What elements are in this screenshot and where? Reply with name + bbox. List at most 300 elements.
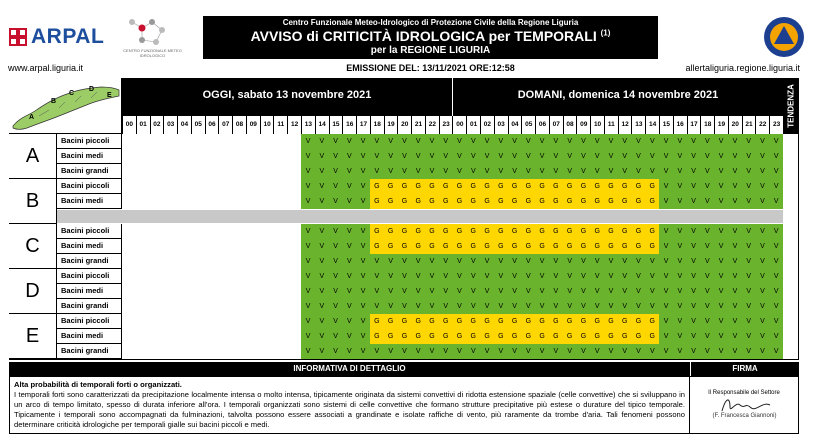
alert-cell-giallo: G	[480, 329, 494, 344]
alert-cell-empty	[205, 179, 219, 194]
alert-cell-giallo: G	[535, 239, 549, 254]
alert-cell-verde: V	[494, 284, 508, 299]
alert-cell-verde: V	[521, 134, 535, 149]
alert-cell-giallo: G	[397, 224, 411, 239]
alert-cell-verde: V	[563, 134, 577, 149]
alert-cell-empty	[232, 239, 246, 254]
alert-cell-empty	[150, 284, 164, 299]
hour-label: 07	[549, 116, 563, 134]
alert-cell-empty	[246, 164, 260, 179]
alert-cell-giallo: G	[508, 179, 522, 194]
today-title: OGGI, sabato 13 novembre 2021	[202, 89, 372, 101]
alert-cell-verde: V	[714, 149, 728, 164]
alert-cell-verde: V	[714, 344, 728, 359]
alert-cell-verde: V	[563, 269, 577, 284]
basin-label: Bacini medi	[57, 239, 122, 254]
alert-cell-verde: V	[370, 269, 384, 284]
hour-label: 11	[273, 116, 287, 134]
alert-cell-verde: V	[370, 344, 384, 359]
alert-cell-verde: V	[645, 254, 659, 269]
alert-cell-giallo: G	[425, 194, 439, 209]
alert-cell-verde: V	[618, 299, 632, 314]
alert-cell-empty	[136, 284, 150, 299]
alert-cell-verde: V	[659, 344, 673, 359]
alert-cell-verde: V	[700, 194, 714, 209]
alert-cell-verde: V	[494, 269, 508, 284]
hour-label: 21	[411, 116, 425, 134]
alert-cell-verde: V	[342, 224, 356, 239]
alert-cell-giallo: G	[508, 239, 522, 254]
alert-cell-empty	[191, 314, 205, 329]
alert-cell-verde: V	[494, 164, 508, 179]
alert-cell-verde: V	[329, 149, 343, 164]
alert-cell-empty	[177, 269, 191, 284]
zone-letter: D	[9, 269, 57, 314]
alert-cell-verde: V	[329, 254, 343, 269]
alert-cell-verde: V	[329, 284, 343, 299]
map-label-d: D	[89, 86, 95, 93]
alert-cell-empty	[273, 284, 287, 299]
alert-cell-verde: V	[604, 134, 618, 149]
alert-cell-empty	[287, 164, 301, 179]
alert-cell-verde: V	[728, 284, 742, 299]
alert-cell-verde: V	[329, 194, 343, 209]
hour-label: 06	[535, 116, 549, 134]
alert-cell-verde: V	[329, 269, 343, 284]
alert-cell-empty	[122, 224, 136, 239]
alert-cell-verde: V	[439, 149, 453, 164]
alert-cell-verde: V	[508, 164, 522, 179]
alert-cell-verde: V	[714, 254, 728, 269]
alert-cell-empty	[177, 194, 191, 209]
alert-cell-verde: V	[315, 269, 329, 284]
alert-cell-verde: V	[342, 149, 356, 164]
alert-cell-verde: V	[315, 299, 329, 314]
hour-label: 08	[232, 116, 246, 134]
alert-cell-verde: V	[755, 224, 769, 239]
alert-cell-verde: V	[714, 314, 728, 329]
alert-cell-verde: V	[618, 284, 632, 299]
alert-cell-empty	[177, 314, 191, 329]
alert-cell-empty	[191, 284, 205, 299]
alert-cell-giallo: G	[397, 329, 411, 344]
alert-cell-verde: V	[356, 239, 370, 254]
alert-cell-empty	[218, 134, 232, 149]
alert-cell-verde: V	[576, 149, 590, 164]
alert-cell-empty	[246, 284, 260, 299]
alert-cell-empty	[232, 329, 246, 344]
hour-label: 13	[301, 116, 315, 134]
hour-label: 06	[205, 116, 219, 134]
hour-label: 17	[687, 116, 701, 134]
alert-cell-verde: V	[384, 164, 398, 179]
alert-cell-verde: V	[728, 314, 742, 329]
alert-cell-verde: V	[755, 134, 769, 149]
alert-cell-verde: V	[494, 254, 508, 269]
alert-cell-verde: V	[590, 299, 604, 314]
alert-cell-empty	[136, 194, 150, 209]
alert-cell-giallo: G	[411, 224, 425, 239]
alert-cell-giallo: G	[535, 224, 549, 239]
alert-cell-verde: V	[397, 164, 411, 179]
alert-cell-verde: V	[425, 344, 439, 359]
alert-cell-verde: V	[604, 254, 618, 269]
alert-cell-verde: V	[673, 284, 687, 299]
alert-cell-giallo: G	[631, 224, 645, 239]
zone-letter: C	[9, 224, 57, 269]
alert-cell-verde: V	[659, 224, 673, 239]
alert-cell-verde: V	[342, 344, 356, 359]
alert-cell-verde: V	[714, 164, 728, 179]
alert-cell-verde: V	[356, 134, 370, 149]
alert-cell-verde: V	[466, 299, 480, 314]
alert-cell-empty	[232, 299, 246, 314]
alert-cell-verde: V	[452, 164, 466, 179]
alert-cell-empty	[273, 164, 287, 179]
alert-cell-empty	[218, 344, 232, 359]
alert-cell-verde: V	[687, 329, 701, 344]
alert-cell-giallo: G	[576, 224, 590, 239]
alert-cell-giallo: G	[590, 194, 604, 209]
alert-cell-empty	[150, 134, 164, 149]
alert-cell-giallo: G	[549, 329, 563, 344]
alert-cell-verde: V	[673, 254, 687, 269]
alert-cell-verde: V	[535, 149, 549, 164]
alert-cell-verde: V	[301, 194, 315, 209]
alert-cell-empty	[218, 164, 232, 179]
alert-cell-verde: V	[356, 194, 370, 209]
alert-cell-giallo: G	[480, 179, 494, 194]
alert-cell-empty	[287, 239, 301, 254]
alert-cell-empty	[287, 269, 301, 284]
hour-label: 07	[218, 116, 232, 134]
alert-cell-empty	[177, 344, 191, 359]
alert-cell-verde: V	[356, 314, 370, 329]
alert-cell-verde: V	[659, 239, 673, 254]
alert-cell-verde: V	[687, 134, 701, 149]
alert-cell-verde: V	[329, 344, 343, 359]
alert-cell-verde: V	[769, 269, 783, 284]
alert-cell-giallo: G	[480, 239, 494, 254]
alert-cell-empty	[163, 299, 177, 314]
alert-cell-empty	[205, 194, 219, 209]
alert-cell-giallo: G	[494, 179, 508, 194]
alert-cell-verde: V	[397, 134, 411, 149]
alert-cell-empty	[246, 299, 260, 314]
basin-label: Bacini piccoli	[57, 269, 122, 284]
alert-cell-empty	[122, 269, 136, 284]
alert-cell-verde: V	[439, 164, 453, 179]
alert-cell-verde: V	[769, 134, 783, 149]
alert-cell-empty	[191, 299, 205, 314]
alert-cell-verde: V	[755, 284, 769, 299]
hour-label: 11	[604, 116, 618, 134]
alert-cell-giallo: G	[618, 179, 632, 194]
hour-label: 05	[191, 116, 205, 134]
alert-cell-verde: V	[604, 284, 618, 299]
alert-cell-verde: V	[590, 284, 604, 299]
alert-cell-giallo: G	[631, 329, 645, 344]
alert-cell-empty	[232, 179, 246, 194]
alert-cell-empty	[246, 149, 260, 164]
alert-cell-verde: V	[356, 299, 370, 314]
alert-cell-verde: V	[480, 269, 494, 284]
alert-cell-verde: V	[659, 314, 673, 329]
alert-cell-verde: V	[645, 344, 659, 359]
alert-cell-empty	[273, 194, 287, 209]
alert-cell-empty	[287, 314, 301, 329]
alert-cell-verde: V	[645, 269, 659, 284]
alert-cell-verde: V	[769, 224, 783, 239]
alert-cell-giallo: G	[535, 314, 549, 329]
alert-cell-empty	[163, 179, 177, 194]
alert-cell-empty	[150, 254, 164, 269]
arpal-site-link[interactable]: www.arpal.liguria.it	[8, 63, 84, 73]
alert-cell-empty	[122, 314, 136, 329]
alert-cell-empty	[218, 149, 232, 164]
alert-cell-verde: V	[673, 329, 687, 344]
alert-cell-verde: V	[301, 149, 315, 164]
alert-cell-empty	[191, 164, 205, 179]
alert-cell-empty	[163, 224, 177, 239]
alert-cell-empty	[246, 254, 260, 269]
alert-cell-verde: V	[769, 179, 783, 194]
alert-cell-giallo: G	[563, 224, 577, 239]
alert-cell-empty	[218, 314, 232, 329]
alert-cell-verde: V	[700, 179, 714, 194]
allerta-site-link[interactable]: allertaliguria.regione.liguria.it	[685, 63, 800, 73]
alert-cell-verde: V	[714, 224, 728, 239]
alert-cell-verde: V	[329, 164, 343, 179]
alert-cell-verde: V	[549, 164, 563, 179]
alert-cell-giallo: G	[370, 224, 384, 239]
alert-cell-verde: V	[563, 284, 577, 299]
alert-cell-verde: V	[397, 299, 411, 314]
alert-cell-verde: V	[645, 299, 659, 314]
alert-cell-verde: V	[700, 314, 714, 329]
alert-cell-verde: V	[728, 269, 742, 284]
alert-cell-verde: V	[356, 254, 370, 269]
alert-cell-verde: V	[480, 284, 494, 299]
alert-cell-empty	[136, 269, 150, 284]
alert-cell-giallo: G	[452, 194, 466, 209]
alert-cell-verde: V	[425, 269, 439, 284]
alert-cell-verde: V	[687, 344, 701, 359]
alert-cell-verde: V	[687, 269, 701, 284]
alert-cell-verde: V	[384, 254, 398, 269]
hour-label: 03	[163, 116, 177, 134]
alert-cell-empty	[177, 179, 191, 194]
centro-funzionale-logo	[120, 14, 185, 60]
alert-cell-verde: V	[508, 254, 522, 269]
hour-label: 23	[769, 116, 783, 134]
alert-cell-verde: V	[769, 254, 783, 269]
alert-cell-empty	[205, 134, 219, 149]
alert-cell-verde: V	[673, 134, 687, 149]
hour-label: 01	[136, 116, 150, 134]
alert-cell-giallo: G	[508, 224, 522, 239]
basin-label: Bacini piccoli	[57, 314, 122, 329]
alert-cell-empty	[191, 179, 205, 194]
alert-cell-verde: V	[411, 149, 425, 164]
unused-row-bar	[57, 210, 783, 223]
alert-cell-verde: V	[411, 134, 425, 149]
alert-cell-verde: V	[728, 164, 742, 179]
alert-cell-verde: V	[687, 239, 701, 254]
alert-cell-empty	[191, 344, 205, 359]
alert-cell-empty	[136, 149, 150, 164]
alert-cell-verde: V	[714, 194, 728, 209]
alert-cell-empty	[163, 239, 177, 254]
alert-cell-verde: V	[384, 284, 398, 299]
alert-cell-verde: V	[742, 344, 756, 359]
alert-cell-verde: V	[687, 149, 701, 164]
alert-cell-giallo: G	[384, 179, 398, 194]
alert-cell-giallo: G	[549, 224, 563, 239]
alert-cell-verde: V	[315, 254, 329, 269]
molecule-icon	[120, 14, 185, 48]
alert-cell-empty	[205, 344, 219, 359]
alert-cell-verde: V	[301, 329, 315, 344]
alert-cell-verde: V	[508, 269, 522, 284]
alert-cell-verde: V	[466, 284, 480, 299]
alert-cell-giallo: G	[411, 239, 425, 254]
alert-cell-verde: V	[673, 149, 687, 164]
alert-cell-verde: V	[370, 149, 384, 164]
basin-label: Bacini grandi	[57, 299, 122, 314]
hour-label: 19	[384, 116, 398, 134]
alert-cell-verde: V	[618, 344, 632, 359]
alert-cell-empty	[191, 194, 205, 209]
alert-cell-verde: V	[576, 344, 590, 359]
alert-cell-empty	[150, 314, 164, 329]
alert-cell-verde: V	[384, 344, 398, 359]
hour-label: 19	[714, 116, 728, 134]
alert-cell-verde: V	[480, 134, 494, 149]
alert-cell-verde: V	[687, 164, 701, 179]
alert-cell-giallo: G	[604, 224, 618, 239]
alert-cell-verde: V	[315, 314, 329, 329]
alert-cell-giallo: G	[618, 194, 632, 209]
alert-cell-verde: V	[631, 134, 645, 149]
alert-cell-empty	[163, 134, 177, 149]
alert-cell-verde: V	[425, 284, 439, 299]
alert-cell-empty	[260, 314, 274, 329]
alert-cell-empty	[232, 224, 246, 239]
basin-label: Bacini grandi	[57, 254, 122, 269]
alert-cell-giallo: G	[494, 194, 508, 209]
alert-cell-verde: V	[535, 254, 549, 269]
alert-cell-empty	[122, 164, 136, 179]
alert-cell-verde: V	[508, 284, 522, 299]
hour-label: 08	[563, 116, 577, 134]
alert-cell-empty	[287, 194, 301, 209]
alert-cell-verde: V	[521, 269, 535, 284]
hour-label: 03	[494, 116, 508, 134]
alert-cell-verde: V	[755, 344, 769, 359]
alert-cell-verde: V	[301, 299, 315, 314]
alert-cell-empty	[122, 194, 136, 209]
alert-cell-verde: V	[411, 254, 425, 269]
alert-cell-verde: V	[645, 134, 659, 149]
zone-letter: E	[9, 314, 57, 359]
alert-cell-empty	[150, 179, 164, 194]
alert-cell-verde: V	[687, 194, 701, 209]
alert-cell-empty	[218, 194, 232, 209]
hour-label: 12	[618, 116, 632, 134]
alert-cell-verde: V	[576, 134, 590, 149]
alert-cell-verde: V	[673, 164, 687, 179]
alert-cell-empty	[150, 329, 164, 344]
alert-cell-giallo: G	[480, 194, 494, 209]
alert-cell-empty	[273, 299, 287, 314]
basin-label: Bacini grandi	[57, 164, 122, 179]
alert-cell-verde: V	[755, 179, 769, 194]
map-label-c: C	[69, 90, 75, 97]
alert-cell-verde: V	[755, 194, 769, 209]
alert-cell-verde: V	[315, 149, 329, 164]
alert-cell-giallo: G	[521, 239, 535, 254]
alert-cell-giallo: G	[397, 179, 411, 194]
zone-letter: B	[9, 179, 57, 224]
alert-cell-verde: V	[384, 299, 398, 314]
alert-cell-empty	[205, 224, 219, 239]
alert-cell-verde: V	[370, 254, 384, 269]
centro-funzionale-caption: CENTRO FUNZIONALE METEO IDROLOGICO	[123, 48, 182, 58]
alert-cell-empty	[260, 149, 274, 164]
alert-cell-verde: V	[480, 164, 494, 179]
alert-cell-verde: V	[687, 179, 701, 194]
alert-cell-verde: V	[535, 344, 549, 359]
alert-cell-giallo: G	[397, 314, 411, 329]
alert-cell-empty	[205, 269, 219, 284]
alert-cell-verde: V	[769, 299, 783, 314]
hour-label: 04	[177, 116, 191, 134]
hour-label: 01	[466, 116, 480, 134]
alert-cell-empty	[260, 224, 274, 239]
alert-cell-empty	[136, 329, 150, 344]
alert-cell-verde: V	[494, 344, 508, 359]
alert-cell-verde: V	[700, 239, 714, 254]
alert-cell-verde: V	[728, 329, 742, 344]
alert-cell-verde: V	[549, 269, 563, 284]
alert-cell-empty	[287, 344, 301, 359]
basin-label: Bacini piccoli	[57, 179, 122, 194]
alert-cell-giallo: G	[604, 314, 618, 329]
alert-cell-giallo: G	[535, 179, 549, 194]
alert-cell-verde: V	[370, 284, 384, 299]
alert-cell-giallo: G	[384, 239, 398, 254]
alert-cell-giallo: G	[439, 194, 453, 209]
alert-cell-empty	[136, 224, 150, 239]
alert-cell-giallo: G	[576, 329, 590, 344]
alert-cell-verde: V	[508, 299, 522, 314]
alert-cell-empty	[191, 224, 205, 239]
alert-cell-verde: V	[687, 299, 701, 314]
alert-cell-empty	[287, 149, 301, 164]
hour-label: 16	[342, 116, 356, 134]
alert-cell-verde: V	[452, 284, 466, 299]
alert-cell-verde: V	[728, 299, 742, 314]
alert-cell-empty	[150, 149, 164, 164]
hour-label: 09	[576, 116, 590, 134]
hour-label: 20	[397, 116, 411, 134]
alert-cell-verde: V	[659, 194, 673, 209]
alert-cell-giallo: G	[508, 194, 522, 209]
alert-cell-verde: V	[687, 314, 701, 329]
alert-cell-empty	[177, 239, 191, 254]
alert-cell-empty	[287, 179, 301, 194]
